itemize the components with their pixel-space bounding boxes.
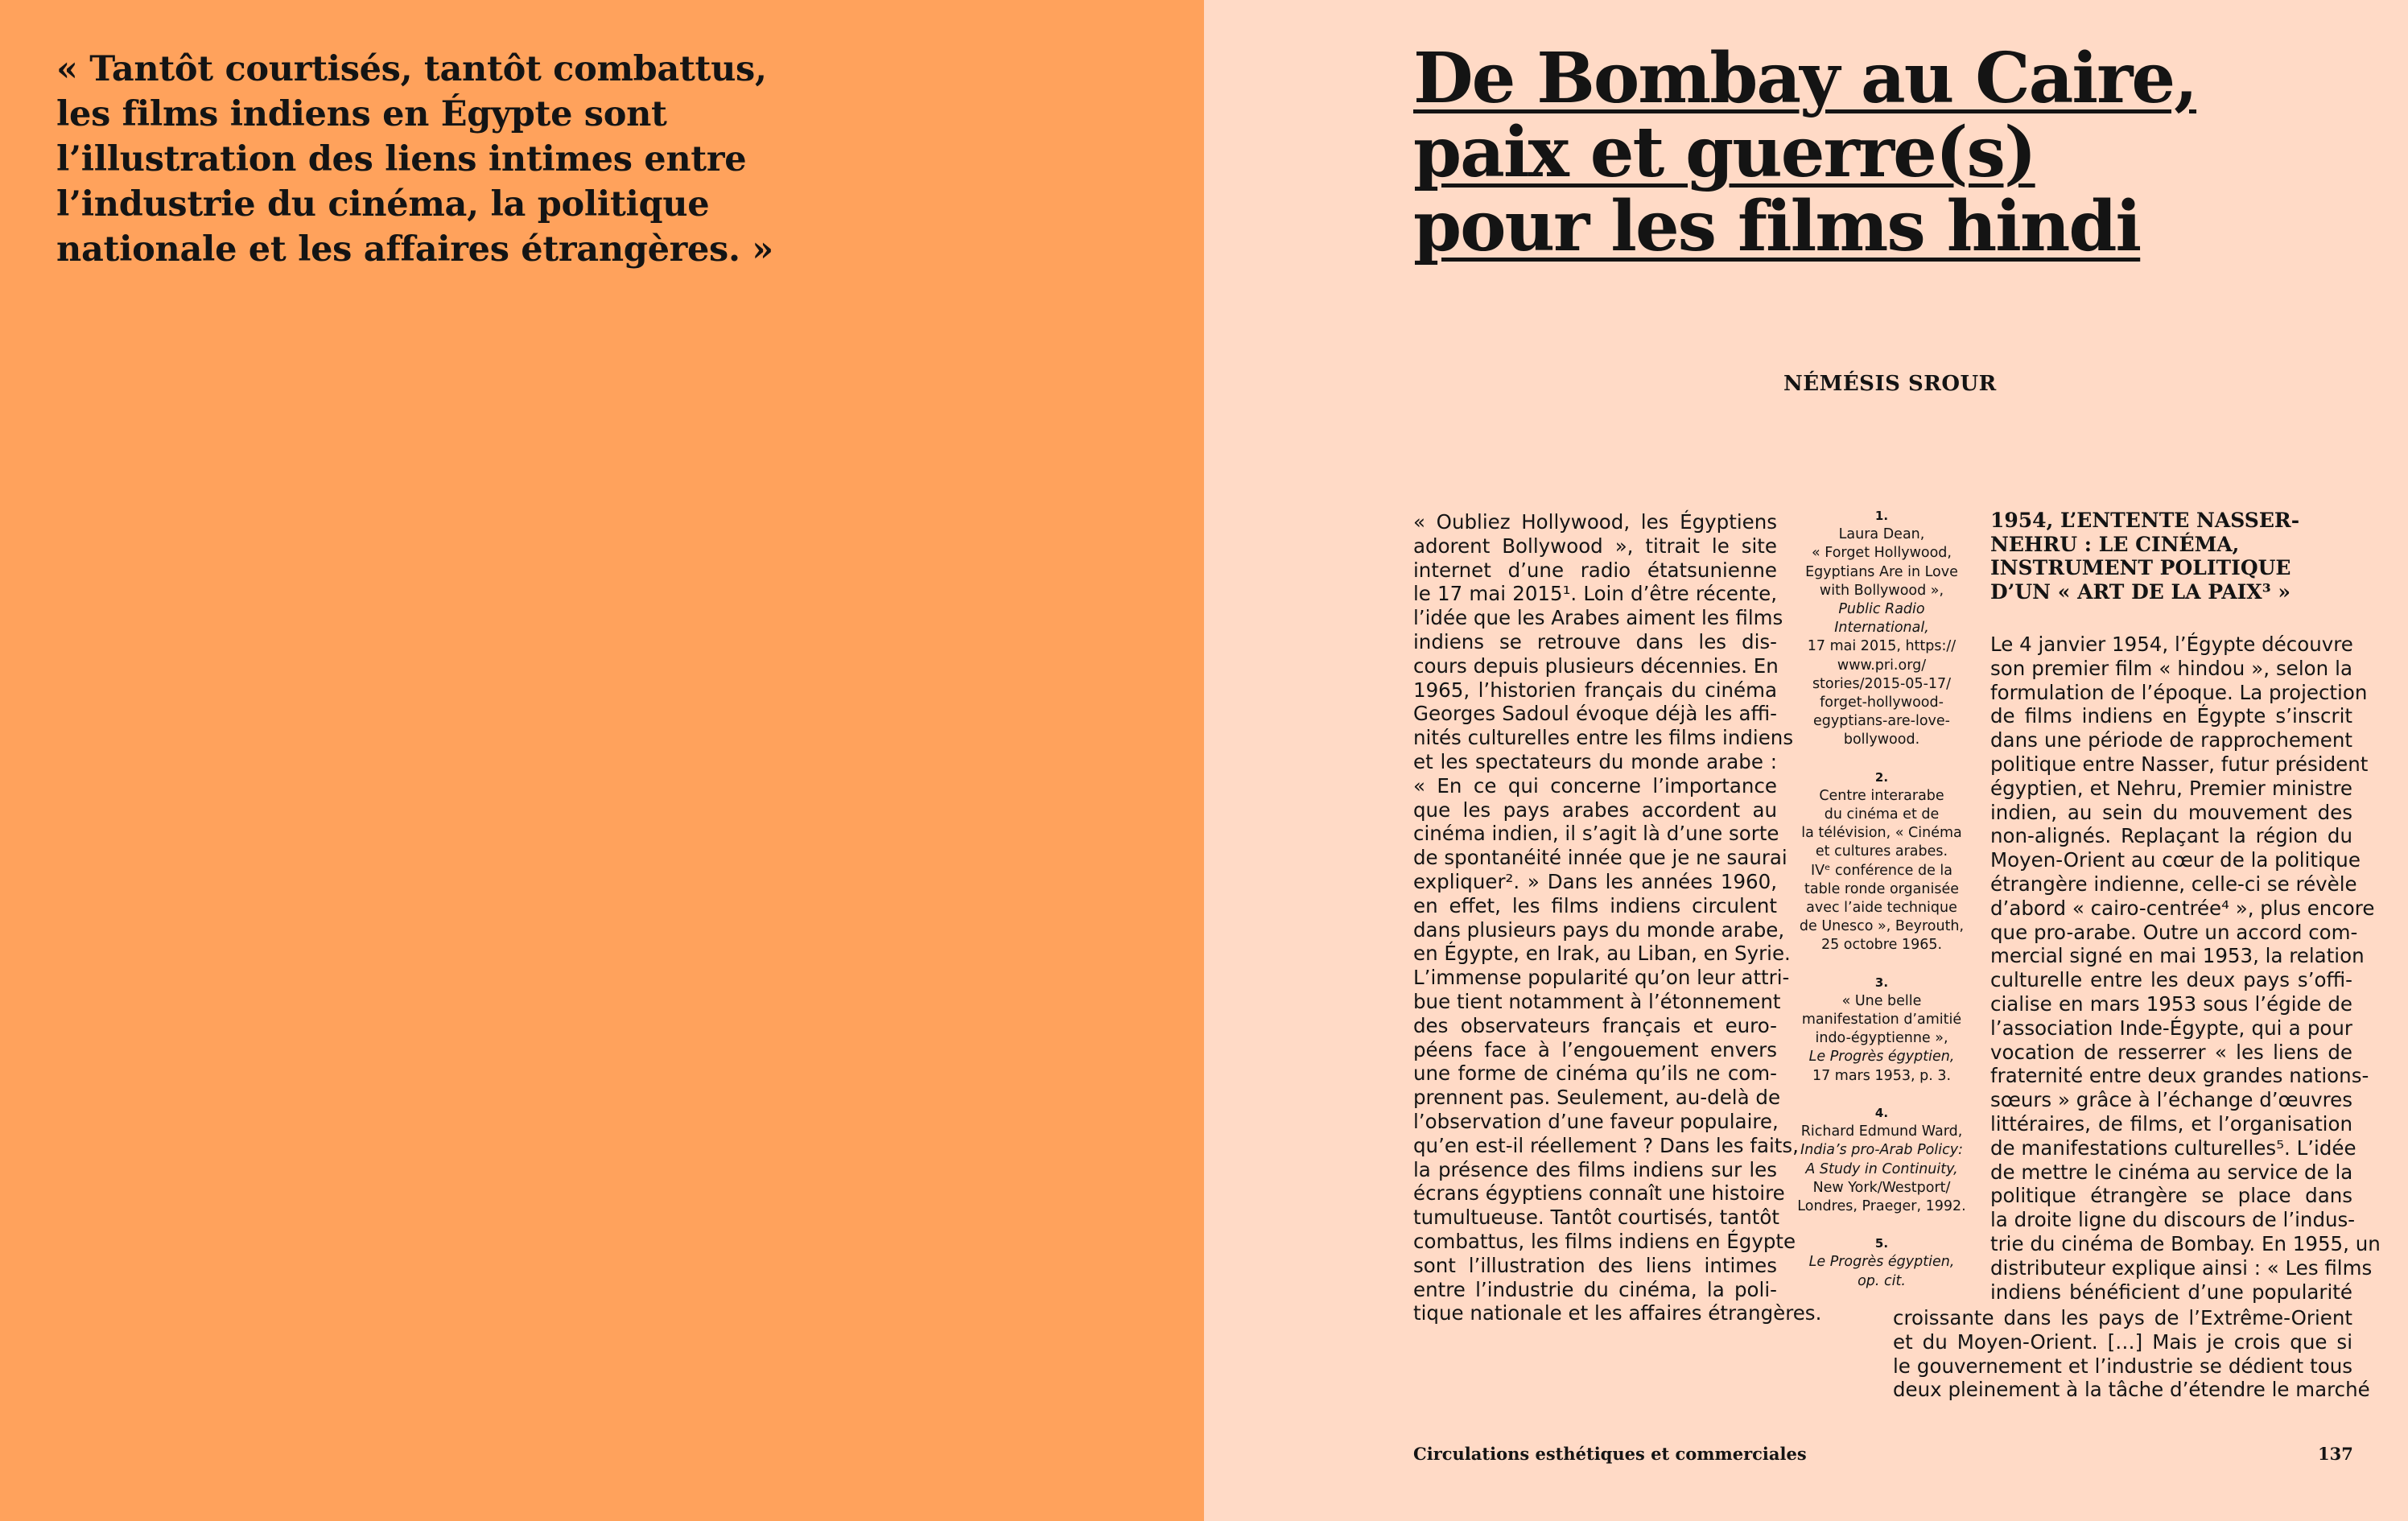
footnote-line: egyptians-are-love- [1813, 713, 1950, 730]
text-line: internet d’une radio étatsunienne [1413, 558, 1777, 582]
text-line: non-alignés. Replaçant la région du [1990, 824, 2352, 848]
text-line: l’idée que les Arabes aiment les films [1413, 606, 1783, 630]
text-line: Le 4 janvier 1954, l’Égypte découvre [1990, 633, 2353, 656]
text-line: que les pays arabes accordent au [1413, 798, 1777, 822]
footnote-number: 1. [1874, 509, 1889, 523]
footnote-line: Le Progrès égyptien, [1808, 1049, 1955, 1066]
footnote-line: Londres, Praeger, 1992. [1797, 1197, 1966, 1214]
footnote-line: table ronde organisée [1804, 880, 1959, 897]
footnote-line: 17 mai 2015, https:// [1807, 638, 1956, 655]
text-line: « En ce qui concerne l’importance [1413, 773, 1777, 798]
text-line: dans plusieurs pays du monde arabe, [1413, 917, 1785, 942]
heading-line: NEHRU : LE CINÉMA, [1990, 532, 2240, 556]
heading-line: INSTRUMENT POLITIQUE [1990, 556, 2291, 579]
footnote-line: Centre interarabe [1819, 787, 1944, 804]
title-line: pour les films hindi [1413, 186, 2141, 267]
text-line: 1965, l’historien français du cinéma [1413, 678, 1777, 702]
text-line: et les spectateurs du monde arabe : [1413, 749, 1777, 773]
text-line: politique étrangère se place dans [1990, 1184, 2352, 1208]
text-line: indien, au sein du mouvement des [1990, 800, 2352, 824]
author-name: NÉMÉSIS SROUR [1783, 372, 1997, 396]
text-line: de mettre le cinéma au service de la [1990, 1160, 2353, 1184]
title-line: De Bombay au Caire, [1413, 38, 2197, 119]
pull-quote-line: « Tantôt courtisés, tantôt combattus, [56, 49, 767, 89]
text-line: indiens se retrouve dans les dis- [1413, 629, 1777, 653]
footnote-line: New York/Westport/ [1812, 1179, 1951, 1196]
footnote-5 [1793, 1235, 1970, 1291]
footnote-line: Le Progrès égyptien, [1808, 1254, 1955, 1271]
text-line: culturelle entre les deux pays s’offi- [1990, 968, 2352, 992]
text-line: et du Moyen-Orient. […] Mais je crois que si [1893, 1329, 2352, 1354]
text-line: une forme de cinéma qu’ils ne com- [1413, 1061, 1777, 1086]
text-line: de spontanéité innée que je ne saurai [1413, 846, 1787, 870]
text-line: de manifestations culturelles⁵. L’idée [1990, 1136, 2356, 1160]
section-heading [1990, 509, 2299, 604]
text-line: politique entre Nasser, futur président [1990, 752, 2369, 776]
footer-section-title: Circulations esthétiques et commerciales [1413, 1444, 1807, 1464]
footnote-number: 4. [1874, 1105, 1889, 1120]
article-title [1413, 38, 2197, 267]
text-line: tumultueuse. Tantôt courtisés, tantôt [1413, 1206, 1779, 1230]
text-line: sont l’illustration des liens intimes [1413, 1253, 1777, 1277]
text-line: égyptien, et Nehru, Premier ministre [1990, 776, 2352, 800]
footnote-line: stories/2015-05-17/ [1812, 675, 1952, 692]
text-line: « Oubliez Hollywood, les Égyptiens [1413, 510, 1777, 534]
text-line: cours depuis plusieurs décennies. En [1413, 653, 1779, 678]
footnote-line: du cinéma et de [1824, 806, 1940, 823]
footnote-line: la télévision, « Cinéma [1801, 825, 1962, 842]
text-line: bue tient notamment à l’étonnement [1413, 989, 1781, 1013]
text-line: tique nationale et les affaires étrangères. [1413, 1301, 1822, 1325]
pull-quote [56, 47, 781, 272]
text-line: Georges Sadoul évoque déjà les affi- [1413, 702, 1777, 726]
pull-quote-line: nationale et les affaires étrangères. » [56, 229, 773, 270]
pull-quote-line: l’illustration des liens intimes entre [56, 139, 747, 179]
footnote-line: A Study in Continuity, [1805, 1160, 1958, 1177]
text-line: des observateurs français et euro- [1413, 1013, 1777, 1037]
footnote-line: bollywood. [1843, 732, 1920, 748]
text-line: nités culturelles entre les films indiens [1413, 726, 1794, 750]
text-line: entre l’industrie du cinéma, la poli- [1413, 1277, 1777, 1301]
footnote-4 [1793, 1104, 1970, 1216]
text-line: L’immense popularité qu’on leur attri- [1413, 966, 1790, 990]
text-line: Moyen-Orient au cœur de la politique [1990, 848, 2361, 872]
text-line: sœurs » grâce à l’échange d’œuvres [1990, 1088, 2352, 1112]
text-line: l’observation d’une faveur populaire, [1413, 1109, 1779, 1133]
text-line: de films indiens en Égypte s’inscrit [1990, 704, 2352, 728]
footnote-number: 5. [1874, 1236, 1889, 1251]
text-line: formulation de l’époque. La projection [1990, 680, 2368, 704]
footnote-number: 3. [1874, 975, 1889, 990]
footnote-line: forget-hollywood- [1820, 695, 1944, 711]
footnote-line: op. cit. [1858, 1272, 1906, 1289]
text-line: son premier film « hindou », selon la [1990, 656, 2352, 680]
footnote-line: 17 mars 1953, p. 3. [1812, 1067, 1952, 1084]
text-line: trie du cinéma de Bombay. En 1955, un [1990, 1231, 2381, 1255]
footnote-line: et cultures arabes. [1815, 843, 1948, 860]
text-line: qu’en est-il réellement ? Dans les faits, [1413, 1133, 1799, 1157]
footnote-line: avec l’aide technique [1806, 900, 1957, 917]
main-column [1413, 510, 1822, 1325]
footnote-number: 2. [1874, 769, 1889, 785]
footnote-line: with Bollywood », [1819, 582, 1944, 599]
text-line: la présence des films indiens sur les [1413, 1157, 1777, 1181]
text-line: étrangère indienne, celle-ci se révèle [1990, 872, 2357, 896]
footnote-line: Public Radio [1838, 601, 1925, 618]
right-column [1990, 633, 2381, 1304]
page-number: 137 [2318, 1444, 2353, 1464]
footnote-line: Egyptians Are in Love [1805, 563, 1958, 580]
text-line: en Égypte, en Irak, au Liban, en Syrie. [1413, 942, 1791, 966]
footnote-line: www.pri.org/ [1837, 657, 1927, 674]
text-line: adorent Bollywood », titrait le site [1413, 534, 1777, 558]
text-line: cialise en mars 1953 sous l’égide de [1990, 991, 2352, 1016]
continuation-lines [1893, 1306, 2370, 1402]
footnote-line: 25 octobre 1965. [1820, 937, 1943, 954]
heading-line: 1954, L’ENTENTE NASSER- [1990, 509, 2300, 532]
text-line: littéraires, de films, et l’organisation [1990, 1111, 2352, 1136]
footnote-line: « Une belle [1841, 992, 1922, 1009]
footnote-line: International, [1834, 620, 1929, 637]
text-line: croissante dans les pays de l’Extrême-Orient [1893, 1306, 2352, 1329]
footnote-3 [1793, 974, 1970, 1086]
footnote-line: de Unesco », Beyrouth, [1799, 918, 1965, 935]
heading-line: D’UN « ART DE LA PAIX³ » [1990, 579, 2290, 604]
footnote-line: IVᵉ conférence de la [1811, 862, 1952, 879]
text-line: que pro-arabe. Outre un accord com- [1990, 920, 2358, 944]
footnote-line: manifestation d’amitié [1801, 1012, 1962, 1028]
pull-quote-line: les films indiens en Égypte sont [56, 94, 667, 134]
text-line: cinéma indien, il s’agit là d’une sorte [1413, 822, 1779, 846]
text-line: combattus, les films indiens en Égypte [1413, 1229, 1796, 1253]
text-line: deux pleinement à la tâche d’étendre le marché [1893, 1378, 2370, 1402]
text-line: indiens bénéficient d’une popularité [1990, 1280, 2352, 1304]
footnote-2 [1793, 769, 1970, 955]
text-line: d’abord « cairo-centrée⁴ », plus encore [1990, 896, 2375, 920]
footnote-line: indo-égyptienne », [1815, 1030, 1948, 1047]
footnote-line: Richard Edmund Ward, [1800, 1123, 1963, 1140]
text-line: écrans égyptiens connaît une histoire [1413, 1181, 1785, 1206]
text-line: péens face à l’engouement envers [1413, 1037, 1777, 1061]
footnote-line: Laura Dean, [1838, 526, 1925, 543]
text-line: la droite ligne du discours de l’indus- [1990, 1208, 2356, 1232]
text-line: expliquer². » Dans les années 1960, [1413, 869, 1777, 893]
text-line: dans une période de rapprochement [1990, 728, 2352, 752]
text-line: vocation de resserrer « les liens de [1990, 1040, 2352, 1064]
text-line: le gouvernement et l’industrie se dédient tous [1893, 1354, 2352, 1378]
footnote-line: « Forget Hollywood, [1812, 545, 1952, 562]
text-line: distributeur explique ainsi : « Les films [1990, 1255, 2373, 1280]
text-line: le 17 mai 2015¹. Loin d’être récente, [1413, 582, 1777, 606]
footnote-line: India’s pro-Arab Policy: [1800, 1142, 1963, 1159]
title-line: paix et guerre(s) [1413, 112, 2035, 193]
text-line: fraternité entre deux grandes nations- [1990, 1064, 2369, 1088]
pull-quote-line: l’industrie du cinéma, la politique [56, 184, 710, 225]
text-line: prennent pas. Seulement, au-delà de [1413, 1086, 1781, 1110]
text-line: l’association Inde-Égypte, qui a pour [1990, 1016, 2352, 1040]
text-line: mercial signé en mai 1953, la relation [1990, 944, 2365, 968]
footnote-1 [1793, 507, 1970, 750]
text-line: en effet, les films indiens circulent [1413, 893, 1777, 917]
footnotes [1793, 507, 1970, 1309]
